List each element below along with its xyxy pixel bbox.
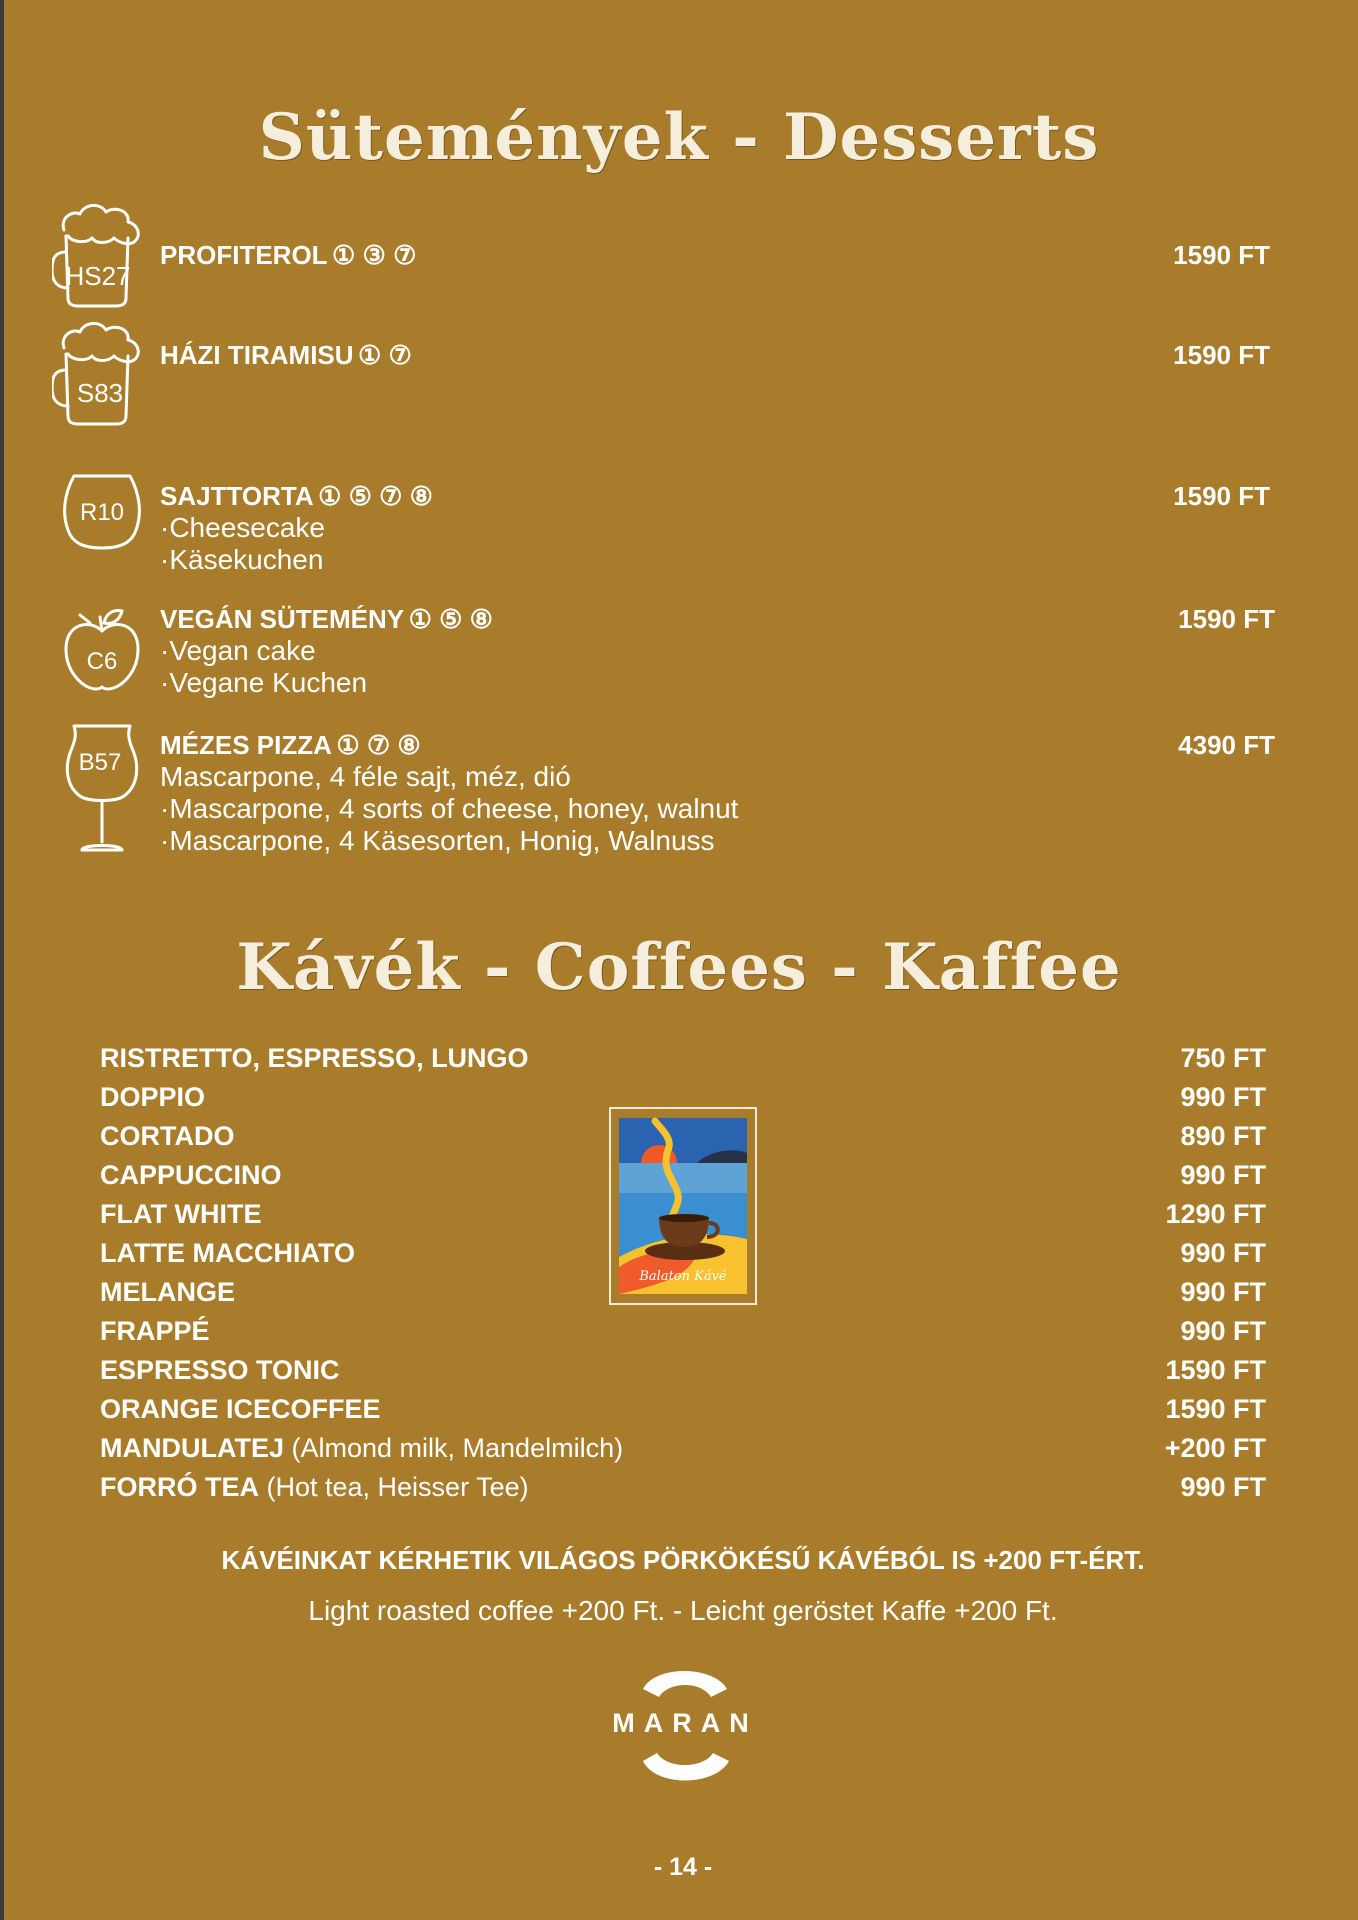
coffee-row: [100, 1471, 1266, 1510]
coffee-name: RISTRETTO, ESPRESSO, LUNGO: [100, 1043, 529, 1073]
coffee-price: 990 FT: [1180, 1316, 1266, 1346]
coffee-note: (Almond milk, Mandelmilch): [284, 1433, 624, 1463]
light-roast-notice-translation: Light roasted coffee +200 Ft. - Leicht geröstet Kaffe +200 Ft.: [308, 1595, 1058, 1626]
apple-icon: [60, 605, 144, 695]
coffee-price: 890 FT: [1180, 1121, 1266, 1151]
dessert-name: MÉZES PIZZA: [160, 730, 332, 760]
beer-mug-icon: [52, 318, 148, 428]
coffee-name: DOPPIO: [100, 1082, 206, 1112]
coffee-name: LATTE MACCHIATO: [100, 1238, 355, 1268]
desserts-title: Sütemények - Desserts: [258, 100, 1100, 175]
glass-tumbler-icon: [60, 470, 144, 554]
dessert-price: 1590 FT: [1173, 240, 1270, 270]
coffee-price: +200 FT: [1164, 1433, 1266, 1463]
allergen-codes: ① ⑦: [358, 340, 412, 370]
coffee-name: CORTADO: [100, 1121, 235, 1151]
coffee-price: 1290 FT: [1165, 1199, 1266, 1229]
coffee-row: [100, 1393, 1266, 1432]
dessert-name: SAJTTORTA: [160, 481, 314, 511]
allergen-codes: ① ⑤ ⑧: [408, 604, 493, 634]
balaton-kave-poster: [609, 1107, 757, 1305]
dessert-item: [160, 603, 1275, 699]
coffee-name: FRAPPÉ: [100, 1316, 210, 1346]
svg-text:R10: R10: [79, 499, 125, 526]
coffee-row: [100, 1432, 1266, 1471]
wine-glass-icon: [62, 722, 142, 856]
dessert-price: 1590 FT: [1178, 604, 1275, 634]
beer-mug-icon: [52, 200, 148, 310]
coffee-row: [100, 1354, 1266, 1393]
dessert-translation: ·Käsekuchen: [160, 544, 324, 575]
coffee-price: 750 FT: [1180, 1043, 1266, 1073]
coffee-name: FLAT WHITE: [100, 1199, 262, 1229]
coffee-name: ORANGE ICECOFFEE: [100, 1394, 381, 1424]
coffee-name: CAPPUCCINO: [100, 1160, 282, 1190]
allergen-codes: ① ⑤ ⑦ ⑧: [318, 481, 433, 511]
coffee-price: 990 FT: [1180, 1238, 1266, 1268]
svg-text:C6: C6: [86, 648, 118, 675]
allergen-codes: ① ⑦ ⑧: [336, 730, 421, 760]
dessert-price: 4390 FT: [1178, 730, 1275, 760]
svg-text:S83: S83: [76, 378, 124, 408]
dessert-item: [160, 339, 1270, 371]
dessert-translation: ·Mascarpone, 4 sorts of cheese, honey, walnut: [160, 793, 739, 824]
dessert-translation: ·Vegane Kuchen: [160, 667, 368, 698]
coffee-note: (Hot tea, Heisser Tee): [259, 1472, 529, 1502]
svg-text:B57: B57: [78, 749, 122, 776]
allergen-codes: ① ③ ⑦: [332, 240, 417, 270]
coffee-price: 990 FT: [1180, 1160, 1266, 1190]
dessert-item: [160, 239, 1270, 271]
light-roast-notice: KÁVÉINKAT KÉRHETIK VILÁGOS PÖRKÖKÉSŰ KÁVÉBÓL IS +200 FT-ÉRT.: [221, 1545, 1145, 1575]
coffee-name: FORRÓ TEA: [100, 1472, 259, 1502]
coffee-name: ESPRESSO TONIC: [100, 1355, 340, 1385]
coffee-price: 990 FT: [1180, 1277, 1266, 1307]
svg-text:Balaton Kávé: Balaton Kávé: [639, 1269, 727, 1284]
coffee-name: MELANGE: [100, 1277, 235, 1307]
dessert-item: [160, 729, 1275, 857]
dessert-price: 1590 FT: [1173, 481, 1270, 511]
coffee-row: [100, 1315, 1266, 1354]
dessert-price: 1590 FT: [1173, 340, 1270, 370]
dessert-translation: ·Cheesecake: [160, 512, 325, 543]
coffee-name: MANDULATEJ: [100, 1433, 284, 1463]
dessert-name: PROFITEROL: [160, 240, 328, 270]
coffee-price: 990 FT: [1180, 1082, 1266, 1112]
dessert-translation: ·Vegan cake: [160, 635, 316, 666]
dessert-name: HÁZI TIRAMISU: [160, 340, 354, 370]
coffees-title: Kávék - Coffees - Kaffee: [236, 930, 1122, 1005]
maran-logo-text: MARAN: [612, 1708, 758, 1738]
dessert-item: [160, 480, 1270, 576]
svg-text:HS27: HS27: [65, 261, 131, 291]
page-number: - 14 -: [653, 1853, 713, 1881]
dessert-name: VEGÁN SÜTEMÉNY: [160, 604, 405, 634]
dessert-description: Mascarpone, 4 féle sajt, méz, dió: [160, 761, 571, 792]
dessert-translation: ·Mascarpone, 4 Käsesorten, Honig, Walnuss: [160, 825, 715, 856]
coffee-row: [100, 1042, 1266, 1081]
coffee-price: 990 FT: [1180, 1472, 1266, 1502]
coffee-price: 1590 FT: [1165, 1394, 1266, 1424]
coffee-price: 1590 FT: [1165, 1355, 1266, 1385]
